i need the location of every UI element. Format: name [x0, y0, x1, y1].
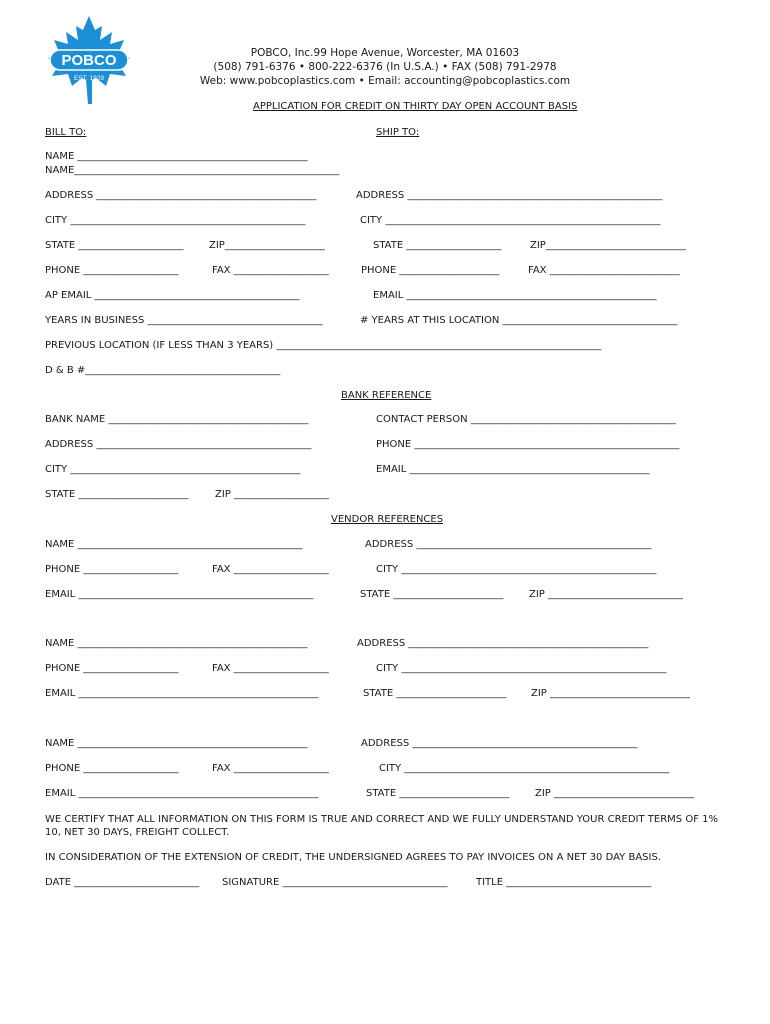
ship-email-field[interactable]: EMAIL __________________________________________________: [373, 290, 657, 301]
bill-name-field[interactable]: NAME ______________________________________________: [45, 151, 308, 162]
ship-state-field[interactable]: STATE ___________________: [373, 240, 502, 251]
ship-to-heading: SHIP TO:: [376, 127, 420, 138]
vendor3-fax-field[interactable]: FAX ___________________: [212, 763, 329, 774]
signature-field[interactable]: SIGNATURE _________________________________: [222, 877, 448, 888]
vendor1-state-field[interactable]: STATE ______________________: [360, 589, 504, 600]
ship-fax-field[interactable]: FAX __________________________: [528, 265, 680, 276]
company-address-line: POBCO, Inc.99 Hope Avenue, Worcester, MA 01603: [250, 47, 520, 59]
years-at-location-field[interactable]: # YEARS AT THIS LOCATION ___________________________________: [360, 315, 678, 326]
bank-name-field[interactable]: BANK NAME ________________________________________: [45, 414, 309, 425]
ship-city-field[interactable]: CITY _______________________________________________________: [360, 215, 661, 226]
vendor2-address-field[interactable]: ADDRESS ________________________________________________: [357, 638, 649, 649]
vendor3-name-field[interactable]: NAME ______________________________________________: [45, 738, 308, 749]
ship-name-field[interactable]: NAME_____________________________________________________: [45, 165, 340, 176]
company-phone-line: (508) 791-6376 • 800-222-6376 (In U.S.A.) • FAX (508) 791-2978: [213, 61, 557, 73]
bank-email-field[interactable]: EMAIL ________________________________________________: [376, 464, 650, 475]
vendor1-address-field[interactable]: ADDRESS _______________________________________________: [365, 539, 652, 550]
form-title: APPLICATION FOR CREDIT ON THIRTY DAY OPEN ACCOUNT BASIS: [253, 101, 578, 112]
bank-address-field[interactable]: ADDRESS ___________________________________________: [45, 439, 312, 450]
vendor1-name-field[interactable]: NAME _____________________________________________: [45, 539, 303, 550]
bank-phone-field[interactable]: PHONE _____________________________________________________: [376, 439, 680, 450]
dnb-number-field[interactable]: D & B #_______________________________________: [45, 365, 281, 376]
years-in-business-field[interactable]: YEARS IN BUSINESS ___________________________________: [45, 315, 323, 326]
bank-reference-heading: BANK REFERENCE: [341, 390, 432, 401]
bank-state-field[interactable]: STATE ______________________: [45, 489, 189, 500]
date-field[interactable]: DATE _________________________: [45, 877, 200, 888]
company-web-line: Web: www.pobcoplastics.com • Email: accounting@pobcoplastics.com: [199, 75, 571, 87]
vendor3-state-field[interactable]: STATE ______________________: [366, 788, 510, 799]
bill-address-field[interactable]: ADDRESS ____________________________________________: [45, 190, 317, 201]
bill-zip-field[interactable]: ZIP____________________: [209, 240, 325, 251]
bank-contact-field[interactable]: CONTACT PERSON _________________________________________: [376, 414, 676, 425]
vendor3-city-field[interactable]: CITY _____________________________________________________: [379, 763, 670, 774]
vendor1-zip-field[interactable]: ZIP ___________________________: [529, 589, 684, 600]
vendor2-city-field[interactable]: CITY _____________________________________________________: [376, 663, 667, 674]
vendor2-email-field[interactable]: EMAIL ________________________________________________: [45, 688, 319, 699]
vendor-references-heading: VENDOR REFERENCES: [331, 514, 444, 525]
bill-to-heading: BILL TO:: [45, 127, 87, 138]
logo-established: EST. 1929: [74, 75, 104, 82]
pobco-maple-leaf-logo: [46, 14, 132, 106]
vendor1-email-field[interactable]: EMAIL _______________________________________________: [45, 589, 314, 600]
vendor3-zip-field[interactable]: ZIP ____________________________: [535, 788, 695, 799]
vendor2-fax-field[interactable]: FAX ___________________: [212, 663, 329, 674]
ship-phone-field[interactable]: PHONE ____________________: [361, 265, 500, 276]
ap-email-field[interactable]: AP EMAIL _________________________________________: [45, 290, 300, 301]
vendor1-city-field[interactable]: CITY ___________________________________________________: [376, 564, 657, 575]
title-field[interactable]: TITLE _____________________________: [476, 877, 652, 888]
certification-statement: WE CERTIFY THAT ALL INFORMATION ON THIS FORM IS TRUE AND CORRECT AND WE FULLY UNDERSTAND YOUR CREDIT TERMS OF 1% 10, NET 30 DAYS, FREIGHT COLLECT.: [45, 814, 718, 838]
bill-city-field[interactable]: CITY _______________________________________________: [45, 215, 306, 226]
consideration-statement: IN CONSIDERATION OF THE EXTENSION OF CREDIT, THE UNDERSIGNED AGREES TO PAY INVOICES ON A NET 30 DAY BASIS.: [45, 852, 661, 863]
vendor1-phone-field[interactable]: PHONE ___________________: [45, 564, 179, 575]
ship-zip-field[interactable]: ZIP____________________________: [530, 240, 686, 251]
vendor3-phone-field[interactable]: PHONE ___________________: [45, 763, 179, 774]
vendor3-email-field[interactable]: EMAIL ________________________________________________: [45, 788, 319, 799]
bank-zip-field[interactable]: ZIP ___________________: [215, 489, 330, 500]
vendor3-address-field[interactable]: ADDRESS _____________________________________________: [361, 738, 638, 749]
vendor2-phone-field[interactable]: PHONE ___________________: [45, 663, 179, 674]
vendor1-fax-field[interactable]: FAX ___________________: [212, 564, 329, 575]
vendor2-zip-field[interactable]: ZIP ____________________________: [531, 688, 691, 699]
ship-address-field[interactable]: ADDRESS ___________________________________________________: [356, 190, 663, 201]
logo-wordmark: POBCO: [61, 52, 117, 69]
vendor2-name-field[interactable]: NAME ______________________________________________: [45, 638, 308, 649]
vendor2-state-field[interactable]: STATE ______________________: [363, 688, 507, 699]
bill-state-field[interactable]: STATE _____________________: [45, 240, 184, 251]
bill-fax-field[interactable]: FAX ___________________: [212, 265, 329, 276]
bill-phone-field[interactable]: PHONE ___________________: [45, 265, 179, 276]
previous-location-field[interactable]: PREVIOUS LOCATION (IF LESS THAN 3 YEARS) _________________________________________________________________: [45, 340, 602, 351]
bank-city-field[interactable]: CITY ______________________________________________: [45, 464, 301, 475]
